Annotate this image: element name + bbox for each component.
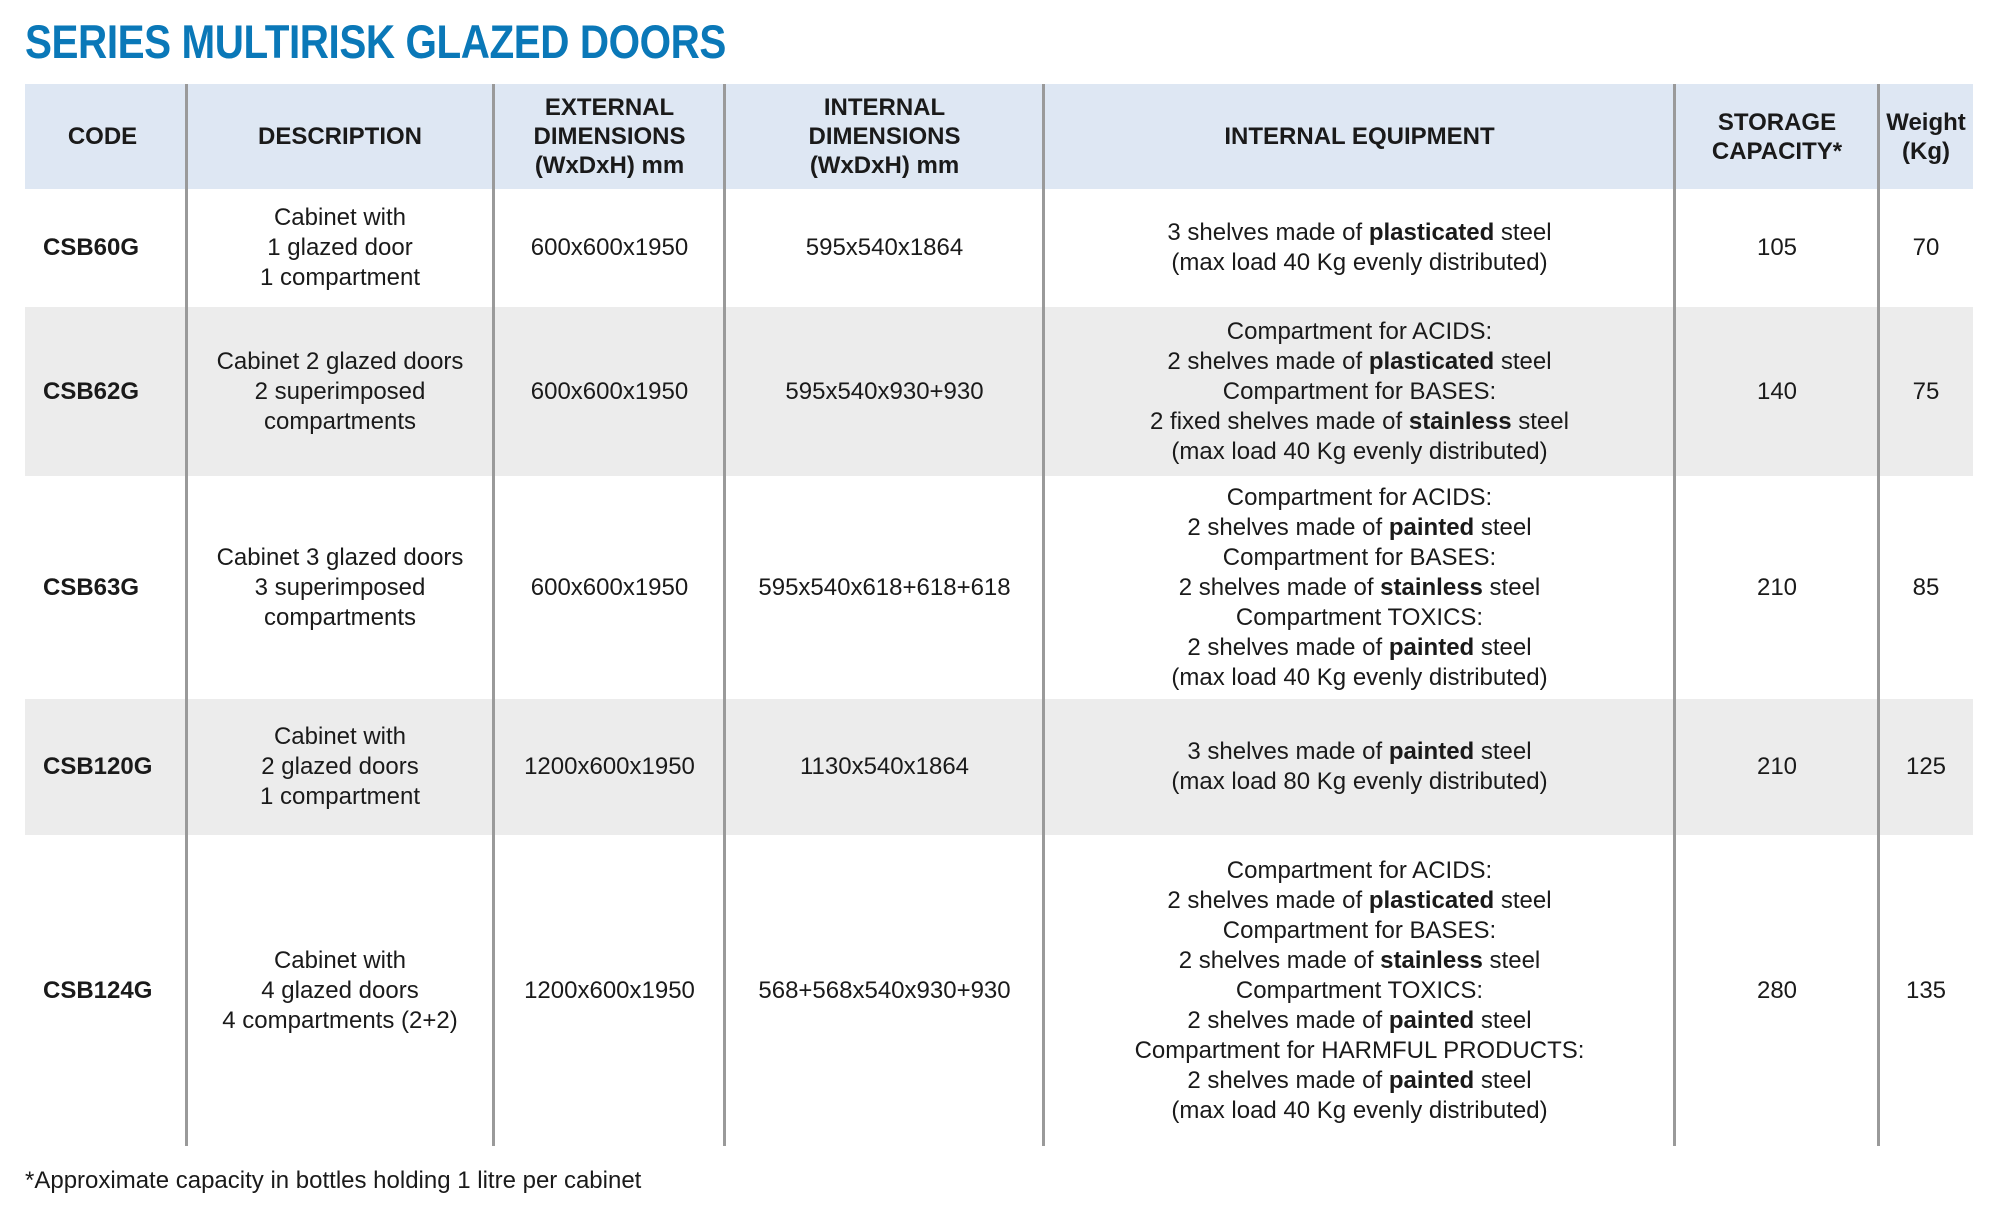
- equipment-line: [1236, 976, 1483, 1006]
- cell-internal-dimensions: 595x540x618+618+618: [758, 573, 1011, 601]
- header-internal-line: DIMENSIONS: [808, 123, 961, 150]
- product-table: [25, 84, 1973, 1146]
- header-capacity-line: STORAGE: [1717, 108, 1837, 136]
- cell-description: [186, 835, 494, 1146]
- equipment-text: 2 shelves made of: [1187, 1006, 1389, 1034]
- cell-weight: 135: [1905, 976, 1947, 1004]
- header-description: DESCRIPTION: [257, 123, 422, 150]
- header-external-line: EXTERNAL: [544, 94, 675, 121]
- column-divider: [492, 84, 495, 1146]
- equipment-line: [1187, 1066, 1531, 1096]
- header-code: CODE: [67, 123, 138, 150]
- description-line: 4 glazed doors: [261, 976, 419, 1004]
- equipment-text: (max load 40 Kg evenly distributed): [1171, 663, 1548, 691]
- header-internal-dimensions: [725, 84, 1044, 189]
- equipment-text: steel: [1494, 347, 1552, 375]
- description-line: 2 superimposed: [254, 377, 426, 405]
- description-line: 2 glazed doors: [261, 753, 419, 780]
- equipment-line: [1223, 377, 1496, 407]
- equipment-material: plasticated: [1368, 347, 1495, 375]
- equipment-text: Compartment for ACIDS:: [1226, 856, 1493, 884]
- equipment-material: stainless: [1408, 407, 1512, 435]
- equipment-material: plasticated: [1368, 886, 1495, 914]
- equipment-line: [1167, 886, 1551, 916]
- equipment-text: 2 shelves made of: [1167, 886, 1369, 914]
- cell-weight: 75: [1912, 377, 1940, 405]
- description-line: 1 compartment: [259, 264, 421, 291]
- equipment-text: Compartment TOXICS:: [1235, 603, 1484, 631]
- equipment-line: [1135, 1036, 1585, 1066]
- equipment-text: 2 shelves made of: [1167, 347, 1369, 375]
- column-divider: [1042, 84, 1045, 1146]
- equipment-text: steel: [1511, 407, 1569, 435]
- description-line: 4 compartments (2+2): [222, 1006, 458, 1034]
- equipment-line: [1179, 573, 1541, 603]
- cell-code: CSB63G: [43, 573, 140, 601]
- equipment-line: [1187, 1006, 1531, 1036]
- header-capacity-line: CAPACITY*: [1711, 137, 1843, 165]
- header-weight: [1879, 84, 1973, 189]
- cell-internal-dimensions: 595x540x930+930: [785, 377, 984, 405]
- equipment-line: [1167, 347, 1551, 377]
- cell-code: CSB62G: [43, 377, 140, 405]
- equipment-line: [1187, 513, 1531, 543]
- cell-weight: 70: [1912, 234, 1940, 261]
- equipment-material: plasticated: [1368, 219, 1495, 246]
- cell-external-dimensions: 600x600x1950: [530, 573, 689, 601]
- description-line: Cabinet 2 glazed doors: [216, 347, 464, 375]
- cell-weight: 125: [1905, 753, 1947, 780]
- equipment-text: 3 shelves made of: [1167, 219, 1369, 246]
- equipment-text: Compartment for BASES:: [1222, 916, 1497, 944]
- equipment-material: painted: [1388, 1066, 1475, 1094]
- description-line: 1 glazed door: [267, 234, 413, 261]
- table-row: [25, 189, 1973, 307]
- cell-description: [186, 307, 494, 476]
- equipment-text: 2 shelves made of: [1187, 633, 1389, 661]
- cell-description: [186, 699, 494, 835]
- equipment-text: Compartment for ACIDS:: [1226, 483, 1493, 511]
- equipment-text: steel: [1474, 738, 1532, 765]
- cell-code: CSB124G: [43, 976, 153, 1004]
- equipment-text: 2 shelves made of: [1178, 946, 1381, 974]
- equipment-material: stainless: [1380, 946, 1483, 974]
- header-internal-equipment: INTERNAL EQUIPMENT: [1224, 123, 1495, 150]
- cell-code: CSB60G: [43, 234, 140, 261]
- equipment-text: 3 shelves made of: [1187, 738, 1389, 765]
- equipment-line: [1227, 483, 1492, 513]
- cell-internal-equipment: [1044, 476, 1675, 699]
- cell-internal-equipment: [1044, 189, 1675, 307]
- equipment-line: [1227, 317, 1492, 347]
- cell-description: [186, 476, 494, 699]
- table-row: [25, 307, 1973, 476]
- cell-description: [186, 189, 494, 307]
- equipment-material: painted: [1388, 513, 1475, 541]
- equipment-line: [1187, 633, 1531, 663]
- description-line: 1 compartment: [259, 783, 421, 810]
- equipment-line: [1171, 1096, 1547, 1126]
- equipment-text: steel: [1482, 573, 1541, 601]
- equipment-text: steel: [1474, 1066, 1532, 1094]
- equipment-text: 2 shelves made of: [1187, 513, 1389, 541]
- table-header-row: [25, 84, 1973, 189]
- description-line: compartments: [263, 407, 417, 435]
- column-divider: [1877, 84, 1880, 1146]
- equipment-line: [1179, 946, 1541, 976]
- equipment-line: [1171, 437, 1547, 467]
- cell-external-dimensions: 1200x600x1950: [524, 753, 695, 780]
- column-divider: [1673, 84, 1676, 1146]
- equipment-text: 2 shelves made of: [1187, 1066, 1389, 1094]
- equipment-text: Compartment TOXICS:: [1235, 976, 1484, 1004]
- description-line: Cabinet with: [273, 946, 407, 974]
- equipment-text: steel: [1474, 1006, 1532, 1034]
- header-external-line: DIMENSIONS: [533, 123, 686, 150]
- equipment-material: stainless: [1380, 573, 1483, 601]
- header-storage-capacity: [1675, 84, 1879, 189]
- footnote: *Approximate capacity in bottles holding 1 litre per cabinet: [25, 1167, 642, 1194]
- equipment-line: [1236, 603, 1483, 633]
- equipment-text: 2 fixed shelves made of: [1150, 407, 1409, 435]
- description-line: 3 superimposed: [254, 573, 426, 601]
- equipment-line: [1171, 767, 1547, 797]
- equipment-text: (max load 80 Kg evenly distributed): [1171, 768, 1548, 795]
- cell-storage-capacity: 140: [1756, 377, 1798, 405]
- cell-storage-capacity: 105: [1756, 234, 1798, 261]
- description-line: Cabinet 3 glazed doors: [216, 543, 464, 571]
- page-title: SERIES MULTIRISK GLAZED DOORS: [25, 15, 726, 68]
- cell-internal-dimensions: 595x540x1864: [805, 234, 964, 261]
- equipment-text: (max load 40 Kg evenly distributed): [1171, 1096, 1548, 1124]
- equipment-text: Compartment for BASES:: [1222, 377, 1497, 405]
- equipment-text: steel: [1494, 886, 1552, 914]
- equipment-text: steel: [1474, 513, 1532, 541]
- equipment-text: (max load 40 Kg evenly distributed): [1171, 437, 1548, 465]
- equipment-line: [1167, 218, 1551, 248]
- cell-internal-equipment: [1044, 835, 1675, 1146]
- cell-internal-equipment: [1044, 699, 1675, 835]
- cell-external-dimensions: 600x600x1950: [530, 234, 689, 261]
- cell-internal-dimensions: 1130x540x1864: [799, 753, 970, 780]
- equipment-text: Compartment for ACIDS:: [1226, 317, 1493, 345]
- equipment-text: Compartment for BASES:: [1222, 543, 1497, 571]
- description-line: compartments: [263, 603, 417, 631]
- cell-storage-capacity: 280: [1756, 976, 1798, 1004]
- cell-storage-capacity: 210: [1756, 573, 1798, 601]
- column-divider: [185, 84, 188, 1146]
- equipment-line: [1227, 856, 1492, 886]
- equipment-text: Compartment for HARMFUL PRODUCTS:: [1134, 1036, 1585, 1064]
- table-row: [25, 835, 1973, 1146]
- equipment-line: [1223, 543, 1496, 573]
- equipment-line: [1187, 737, 1531, 767]
- description-line: Cabinet with: [273, 723, 407, 750]
- column-divider: [723, 84, 726, 1146]
- header-internal-line: (WxDxH) mm: [809, 152, 960, 179]
- equipment-text: steel: [1482, 946, 1541, 974]
- equipment-material: painted: [1388, 738, 1475, 765]
- cell-external-dimensions: 600x600x1950: [530, 377, 689, 405]
- equipment-line: [1171, 663, 1547, 693]
- table-row: [25, 699, 1973, 835]
- header-weight-line: (Kg): [1902, 137, 1950, 165]
- cell-storage-capacity: 210: [1756, 753, 1798, 780]
- header-external-line: (WxDxH) mm: [534, 152, 685, 179]
- header-internal-line: INTERNAL: [823, 94, 946, 121]
- equipment-material: painted: [1388, 633, 1475, 661]
- equipment-text: steel: [1474, 633, 1532, 661]
- equipment-line: [1223, 916, 1496, 946]
- equipment-line: [1150, 407, 1569, 437]
- cell-internal-dimensions: 568+568x540x930+930: [758, 976, 1011, 1004]
- cell-internal-equipment: [1044, 307, 1675, 476]
- header-weight-line: Weight: [1886, 108, 1966, 136]
- table-body: [25, 189, 1973, 1146]
- equipment-text: (max load 40 Kg evenly distributed): [1171, 249, 1548, 276]
- cell-external-dimensions: 1200x600x1950: [524, 976, 695, 1004]
- equipment-line: [1171, 248, 1547, 278]
- header-external-dimensions: [494, 84, 725, 189]
- description-line: Cabinet with: [273, 204, 407, 231]
- equipment-material: painted: [1388, 1006, 1475, 1034]
- equipment-text: 2 shelves made of: [1178, 573, 1381, 601]
- cell-code: CSB120G: [43, 753, 153, 780]
- equipment-text: steel: [1494, 219, 1552, 246]
- cell-weight: 85: [1912, 573, 1940, 601]
- table-row: [25, 476, 1973, 699]
